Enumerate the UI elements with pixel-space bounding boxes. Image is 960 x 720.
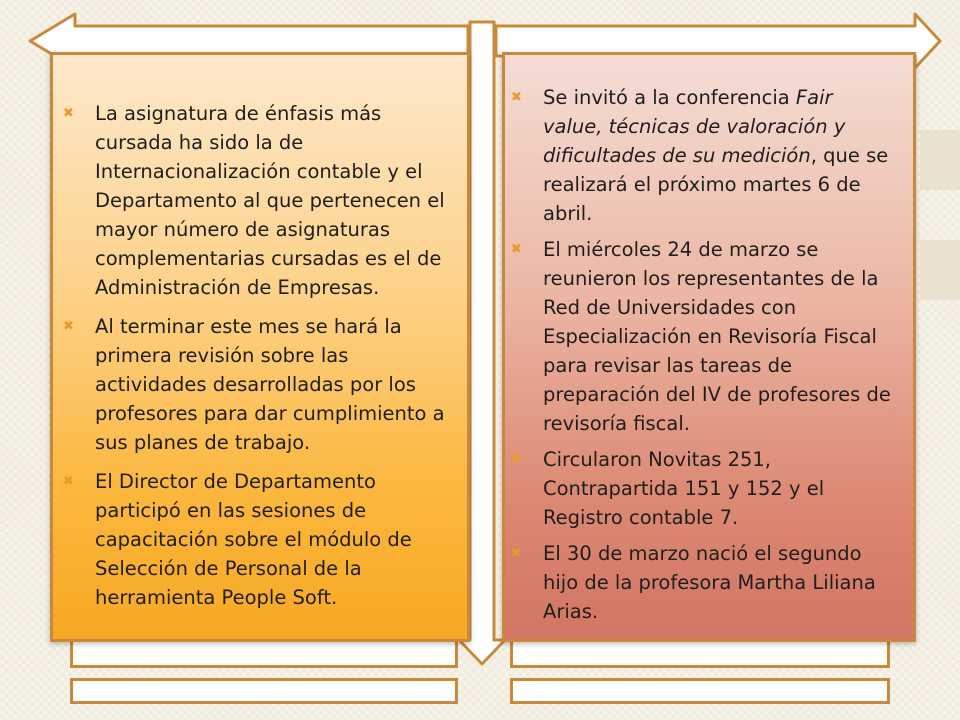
x-bullet-icon: ✖ [511,242,522,257]
list-item-text: El miércoles 24 de marzo se reunieron los representantes de la Red de Universidades con Especialización en Revisoría Fiscal para revisar las tareas de preparación del IV de profesores de revisoría fiscal. [543,238,891,435]
text-run: Se invitó a la conferencia [543,86,796,109]
x-bullet-icon: ✖ [511,452,522,467]
x-bullet-icon: ✖ [63,319,74,334]
bottom-box-left [70,638,458,668]
footer-box-left [70,678,458,704]
list-item-text [543,86,888,225]
left-bullet-list [57,99,449,622]
x-bullet-icon: ✖ [511,90,522,105]
right-bullet-list [505,83,897,633]
x-bullet-icon: ✖ [63,106,74,121]
footer-box-right [510,678,890,704]
list-item [505,445,897,532]
bottom-box-right [510,638,890,668]
left-content-panel [50,52,470,642]
list-item [505,83,897,228]
list-item [57,99,449,302]
conference-title: Fair value, técnicas de valoración y dificultades de su medición [543,86,846,167]
list-item-text: La asignatura de énfasis más cursada ha sido la de Internacionalización contable y el Departamento al que pertenecen el mayor número de asignaturas complementarias cursadas es el de Administración de Empresas. [95,102,445,299]
list-item [57,312,449,457]
x-bullet-icon: ✖ [63,474,74,489]
list-item-text: El Director de Departamento participó en las sesiones de capacitación sobre el módulo de Selección de Personal de la herramienta People Soft. [95,470,412,609]
list-item [505,235,897,438]
x-bullet-icon: ✖ [511,546,522,561]
list-item [57,467,449,612]
right-content-panel [502,52,916,642]
text-run: , que se realizará el próximo martes 6 de abril. [543,144,889,225]
list-item-text: El 30 de marzo nació el segundo hijo de la profesora Martha Liliana Arias. [543,542,876,623]
list-item-text: Circularon Novitas 251, Contrapartida 151 y 152 y el Registro contable 7. [543,448,825,529]
list-item-text: Al terminar este mes se hará la primera revisión sobre las actividades desarrolladas por los profesores para dar cumplimiento a sus planes de trabajo. [95,315,445,454]
list-item [505,539,897,626]
